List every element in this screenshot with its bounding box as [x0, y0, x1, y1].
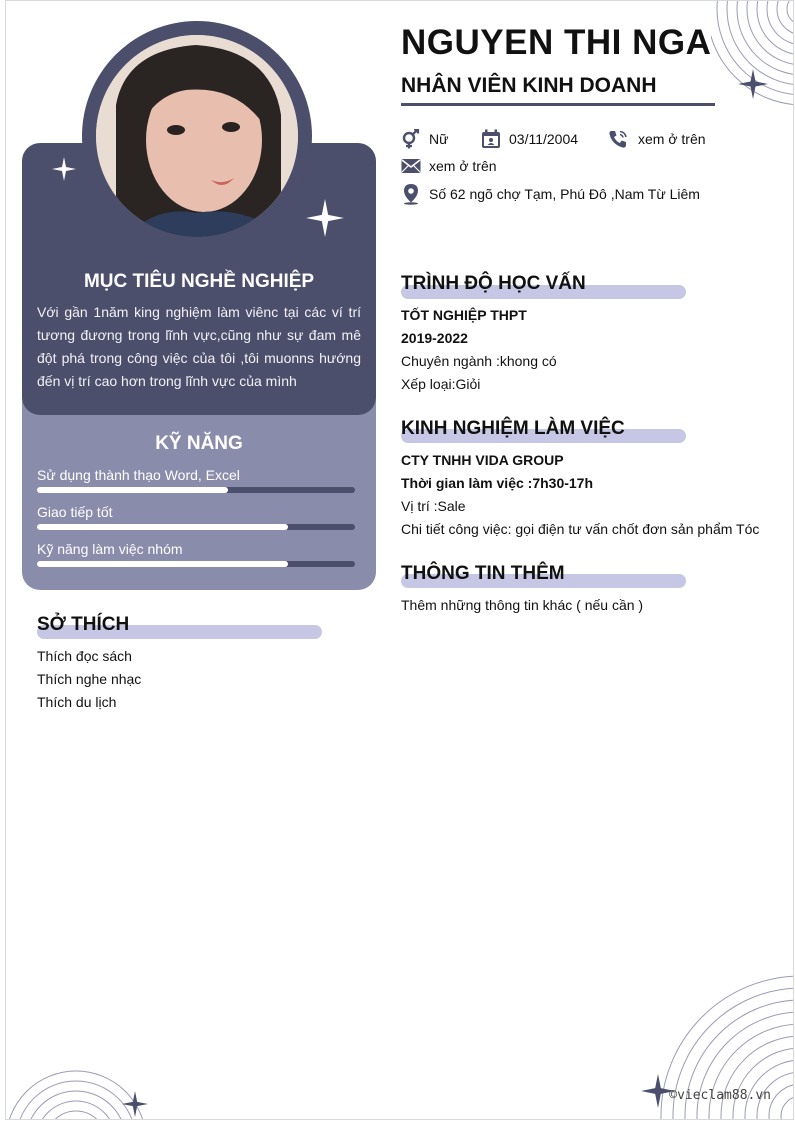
education-title: TRÌNH ĐỘ HỌC VẤN	[401, 273, 586, 294]
candidate-name: NGUYEN THI NGA	[401, 23, 712, 62]
experience-position: Vị trí :Sale	[401, 498, 466, 514]
hobby-item: Thích đọc sách	[37, 648, 132, 664]
objective-title: MỤC TIÊU NGHỀ NGHIỆP	[83, 271, 315, 292]
sparkle-icon	[52, 157, 76, 181]
cv-page	[5, 0, 794, 1120]
extra-info-text: Thêm những thông tin khác ( nếu cần )	[401, 597, 644, 613]
skill-name: Giao tiếp tốt	[37, 504, 113, 520]
candidate-role: NHÂN VIÊN KINH DOANH	[401, 74, 657, 97]
calendar-icon	[481, 129, 501, 149]
portrait-image	[96, 35, 298, 237]
skill-bar-track	[37, 487, 355, 493]
education-degree: TỐT NGHIỆP THPT	[401, 307, 527, 323]
experience-company: CTY TNHH VIDA GROUP	[401, 452, 564, 468]
address-value: Số 62 ngõ chợ Tạm, Phú Đô ,Nam Từ Liêm	[429, 186, 700, 202]
hobby-item: Thích nghe nhạc	[37, 671, 142, 687]
hobbies-title: SỞ THÍCH	[37, 614, 130, 635]
skill-name: Kỹ năng làm việc nhóm	[37, 541, 183, 557]
education-major: Chuyên ngành :khong có	[401, 353, 557, 369]
email-info	[401, 156, 497, 176]
email-value: xem ở trên	[429, 158, 497, 174]
hobby-item: Thích du lịch	[37, 694, 117, 710]
sparkle-icon	[122, 1091, 148, 1117]
education-period: 2019-2022	[401, 330, 468, 346]
skill-bar-fill	[37, 561, 288, 567]
role-underline	[401, 103, 715, 106]
phone-icon	[608, 129, 630, 149]
skill-bar-fill	[37, 487, 228, 493]
sparkle-icon	[306, 199, 344, 237]
birthday-info	[481, 129, 578, 149]
phone-value: xem ở trên	[638, 131, 706, 147]
gender-icon	[401, 129, 421, 149]
skill-item	[37, 467, 355, 493]
experience-title: KINH NGHIỆM LÀM VIỆC	[401, 418, 625, 439]
location-icon	[401, 183, 421, 205]
skill-bar-track	[37, 561, 355, 567]
objective-text: Với gần 1năm king nghiệm làm viênc tại các ví trí tương đương trong lĩnh vực,cũng như sự đam mê đột phá trong công việc của tôi ,tôi muonns hướng đến vị trí cao hơn trong lĩnh vực của mình	[37, 304, 361, 389]
skills-title: KỸ NĂNG	[155, 433, 243, 454]
skill-bar-track	[37, 524, 355, 530]
gender-value: Nữ	[429, 131, 449, 147]
skill-item	[37, 504, 355, 530]
watermark: ©vieclam88.vn	[669, 1088, 771, 1103]
education-rank: Xếp loại:Giỏi	[401, 376, 481, 392]
skill-bar-fill	[37, 524, 288, 530]
experience-time: Thời gian làm việc :7h30-17h	[401, 475, 594, 491]
skill-item	[37, 541, 355, 567]
phone-info	[608, 129, 706, 149]
profile-photo-frame	[82, 21, 312, 251]
email-icon	[401, 156, 421, 176]
skill-name: Sử dụng thành thạo Word, Excel	[37, 467, 240, 483]
extra-info-title: THÔNG TIN THÊM	[401, 563, 565, 584]
gender-info	[401, 129, 448, 149]
sparkle-icon	[738, 69, 768, 99]
profile-photo	[96, 35, 298, 237]
experience-detail: Chi tiết công việc: gọi điện tư vấn chốt đơn sản phẩm Tóc	[401, 521, 760, 537]
address-info	[401, 183, 700, 205]
birthday-value: 03/11/2004	[509, 131, 579, 147]
